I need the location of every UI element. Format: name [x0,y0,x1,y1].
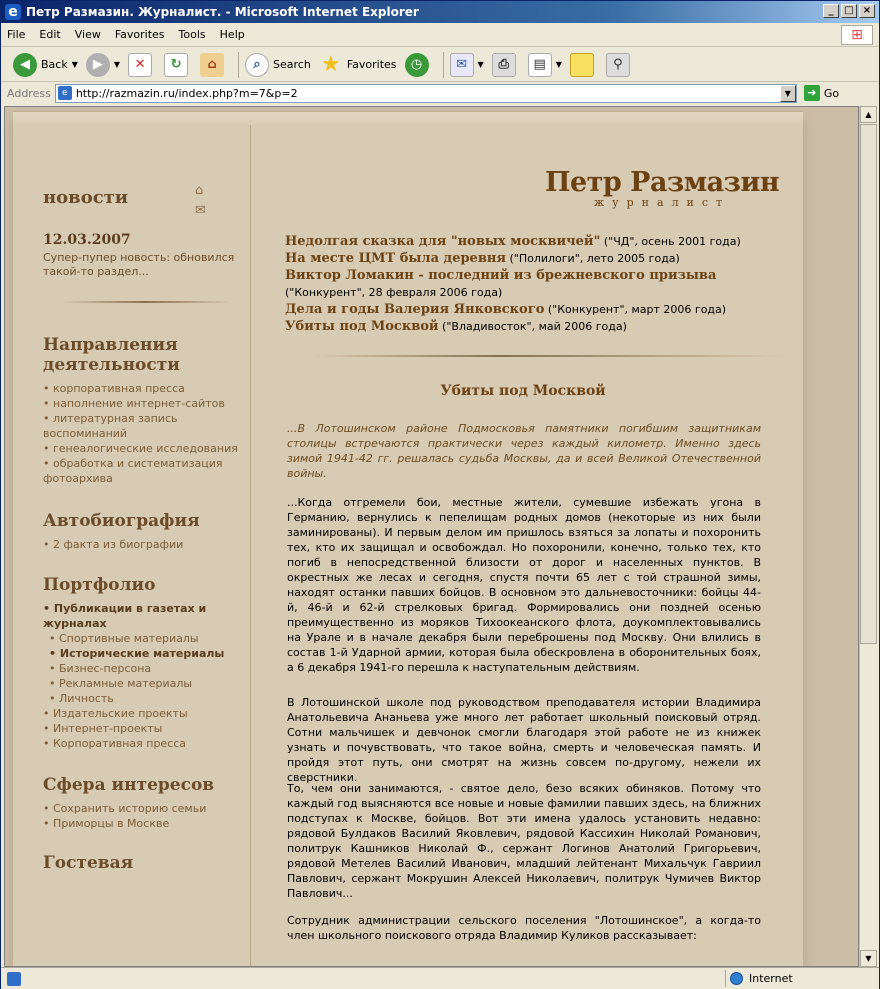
security-zone [725,970,875,987]
body-paragraph: Сотрудник администрации сельского поселения "Лотошинское", а когда-то член школьного поискового отряда Владимир Куликов рассказывает: [287,914,761,942]
body-paragraph: То, чем они занимаются, - святое дело, безо всяких обиняков. Потому что каждый год выясняются все новые и новые фамилии павших здесь, на ближних подступах к Москве, бойцов. Вот эти имена удалось установить недавно: рядовой Булдаков Василий Яковлевич, рядовой Кассихин Николай Романович, политрук Кашников Николай Ф., сержант Логинов Анатолий Григорьевич, рядовой Метелев Василий Иванович, младший лейтенант Михальчук Гавриил Павлович, сержант Мокрушин Алексей Николаевич, политрук Чумичев Виктор Павлович... [287,782,761,900]
article-source: ("Полилоги", лето 2005 года) [505,252,680,265]
menu-tools[interactable]: Tools [178,28,206,41]
left-column [13,125,251,967]
back-arrow-icon: ◀ [13,53,37,77]
section-autobiography [43,511,243,552]
back-button[interactable]: ◀ Back ▼ [13,53,78,77]
email-icon[interactable]: ✉ [195,203,206,218]
news-icons [195,181,206,221]
page-icon: e [58,86,72,100]
note-icon [570,53,594,77]
article-source: ("Владивосток", май 2006 года) [438,320,627,333]
menu-bar [1,23,879,47]
sidebar-subitem[interactable]: • Рекламные материалы [43,676,243,691]
article-source: ("Конкурент", март 2006 года) [544,303,727,316]
section-portfolio [43,575,243,751]
article-item [285,301,785,318]
article-link[interactable]: Убиты под Москвой [285,319,439,334]
section-title: Направления деятельности [43,335,180,375]
close-button[interactable]: × [859,4,875,18]
sidebar-subitem[interactable]: • Личность [43,691,243,706]
brand-subtitle: журналист [594,196,731,209]
sidebar-item[interactable]: • 2 факта из биографии [43,537,243,552]
ie-logo-icon: e [5,4,21,20]
sidebar-item[interactable]: • корпоративная пресса [43,381,243,396]
sidebar-item[interactable]: • Приморцы в Москве [43,816,243,831]
sidebar-item[interactable]: • наполнение интернет-сайтов [43,396,243,411]
research-button[interactable] [606,53,634,77]
menu-favorites[interactable]: Favorites [114,28,165,41]
go-arrow-icon: ➜ [804,85,820,101]
search-button[interactable]: ⌕ Search [245,53,311,77]
section-interests [43,775,243,831]
sidebar-subitem[interactable]: • Бизнес-персона [43,661,243,676]
discuss-button[interactable] [570,53,598,77]
star-icon: ★ [320,52,341,77]
article-list [285,233,785,335]
refresh-icon: ↻ [164,53,188,77]
toolbar-separator [238,52,239,78]
brand-name: Петр Размазин [545,167,780,198]
status-page-icon [7,972,21,986]
favorites-button[interactable]: ★ Favorites [319,53,397,77]
content-divider [313,355,783,357]
article-source: ("ЧД", осень 2001 года) [600,235,741,248]
print-button[interactable] [492,53,520,77]
history-icon: ◷ [405,53,429,77]
minimize-button[interactable]: _ [823,4,839,18]
home-icon: ⌂ [200,53,224,77]
article-source: ("Конкурент", 28 февраля 2006 года) [285,286,503,299]
scroll-thumb[interactable] [860,124,877,644]
scroll-up-button[interactable]: ▲ [860,106,877,123]
toolbar [1,48,879,82]
maximize-button[interactable]: □ [841,4,857,18]
sidebar-item[interactable]: • Сохранить историю семьи [43,801,243,816]
home-button[interactable] [200,53,228,77]
go-button[interactable]: ➜ Go [804,85,839,101]
zone-label: Internet [749,972,793,985]
news-date: 12.03.2007 [43,232,131,248]
menu-view[interactable]: View [74,28,101,41]
menu-help[interactable]: Help [219,28,245,41]
search-icon: ⌕ [245,53,269,77]
sidebar-item[interactable]: • Издательские проекты [43,706,243,721]
article-item [285,318,785,335]
sidebar-item[interactable]: • Корпоративная пресса [43,736,243,751]
left-divider [61,301,231,303]
sidebar-subitem[interactable]: • Спортивные материалы [43,631,243,646]
sidebar-item[interactable]: • генеалогические исследования [43,441,243,456]
refresh-button[interactable] [164,53,192,77]
forward-button[interactable]: ▶ ▼ [86,53,120,77]
address-input[interactable] [55,84,797,103]
article-link[interactable]: На месте ЦМТ была деревня [285,251,506,266]
address-url: http://razmazin.ru/index.php?m=7&p=2 [75,86,298,100]
stop-button[interactable] [128,53,156,77]
sidebar-item[interactable]: • литературная запись воспоминаний [43,411,243,441]
vertical-scrollbar[interactable] [859,106,876,967]
paper-background [13,125,803,967]
body-paragraph: В Лотошинской школе под руководством преподавателя истории Владимира Анатольевича Ананьева уже много лет работает школьный поисковый отряд. Сотни мальчишек и девчонок смогли благодаря этой работе не из книжек узнать и почувствовать, что такое война, смерть и человеческая память. И пройдя этот путь, они смотрят на жизнь совсем по-другому, нежели их сверстники. [287,696,761,784]
title-bar [1,1,879,23]
printer-icon: ⎙ [492,53,516,77]
page-title: Убиты под Москвой [440,383,606,399]
research-icon: ⚲ [606,53,630,77]
sidebar-subitem-active[interactable]: • Исторические материалы [43,646,243,661]
article-link[interactable]: Виктор Ломакин - последний из брежневского призыва [285,268,717,283]
status-bar [1,967,879,989]
sidebar-item[interactable]: • Интернет-проекты [43,721,243,736]
address-dropdown-button[interactable]: ▼ [780,85,796,102]
edit-page-icon: ▤ [528,53,552,77]
edit-button[interactable]: ▤ ▼ [528,53,562,77]
article-item [285,233,785,250]
window-title: Петр Размазин. Журналист. - Microsoft Internet Explorer [26,5,419,19]
menu-edit[interactable]: Edit [39,28,61,41]
news-text[interactable]: Супер-пупер новость: обновился такой-то раздел... [43,251,235,278]
site-brand [545,167,779,209]
section-title: Портфолио [43,575,156,595]
scroll-down-button[interactable]: ▼ [860,950,877,967]
address-label: Address [7,86,51,100]
windows-flag-icon: ⊞ [841,25,873,45]
guestbook-link[interactable]: Гостевая [43,853,134,873]
section-title: Сфера интересов [43,775,215,795]
lead-paragraph: ...В Лотошинском районе Подмосковья памятники погибшим защитникам столицы встречаются практически через каждый километр. Именно здесь зимой 1941-42 гг. решалась судьба Москвы, да и всей Великой Отечественной войны. [287,422,761,480]
globe-icon [730,972,743,985]
section-activities [43,335,243,486]
sidebar-item[interactable]: • Публикации в газетах и журналах [43,601,243,631]
forward-arrow-icon: ▶ [86,53,110,77]
section-guestbook [43,853,243,879]
body-paragraph: ...Когда отгремели бои, местные жители, сумевшие избежать угона в Германию, вернулись к пепелищам родных домов (некоторые из них были заминированы). И первым делом им пришлось взяться за лопаты и похоронить тех, кто их защищал и освобождал. Но похоронили, конечно, только тех, кто погиб в непосредственной близости от дорог и населенных пунктов. В окрестных же лесах и сегодня, спустя почти 65 лет с той страшной зимы, находят останки павших бойцов. В основном это дальневосточники: бойцы 44-й, 46-й и 62-й стрелковых бригад. Формировались они поздней осенью преимущественно из моряков Тихоокеанского флота, доукомплектовывались на Урале и в начале декабря были переброшены под Москву. Они влились в состав 1-й Ударной армии, которая была обескровлена в оборонительных боях, а 6 декабря 1941-го перешла к наступательным действиям. [287,496,761,674]
sidebar-item[interactable]: • обработка и систематизация фотоархива [43,456,243,486]
mail-icon: ✉ [450,53,474,77]
news-heading: новости [43,187,129,208]
article-item [285,267,785,301]
menu-file[interactable]: File [7,28,26,41]
address-bar [1,82,879,104]
article-link[interactable]: Недолгая сказка для "новых москвичей" [285,234,601,249]
article-link[interactable]: Дела и годы Валерия Янковского [285,302,545,317]
history-button[interactable] [405,53,433,77]
page-viewport [4,106,859,967]
stop-icon: ✕ [128,53,152,77]
home-icon[interactable]: ⌂ [195,183,204,198]
article-item [285,250,785,267]
mail-button[interactable]: ✉ ▼ [450,53,484,77]
section-title: Автобиография [43,511,200,531]
toolbar-separator [443,52,444,78]
